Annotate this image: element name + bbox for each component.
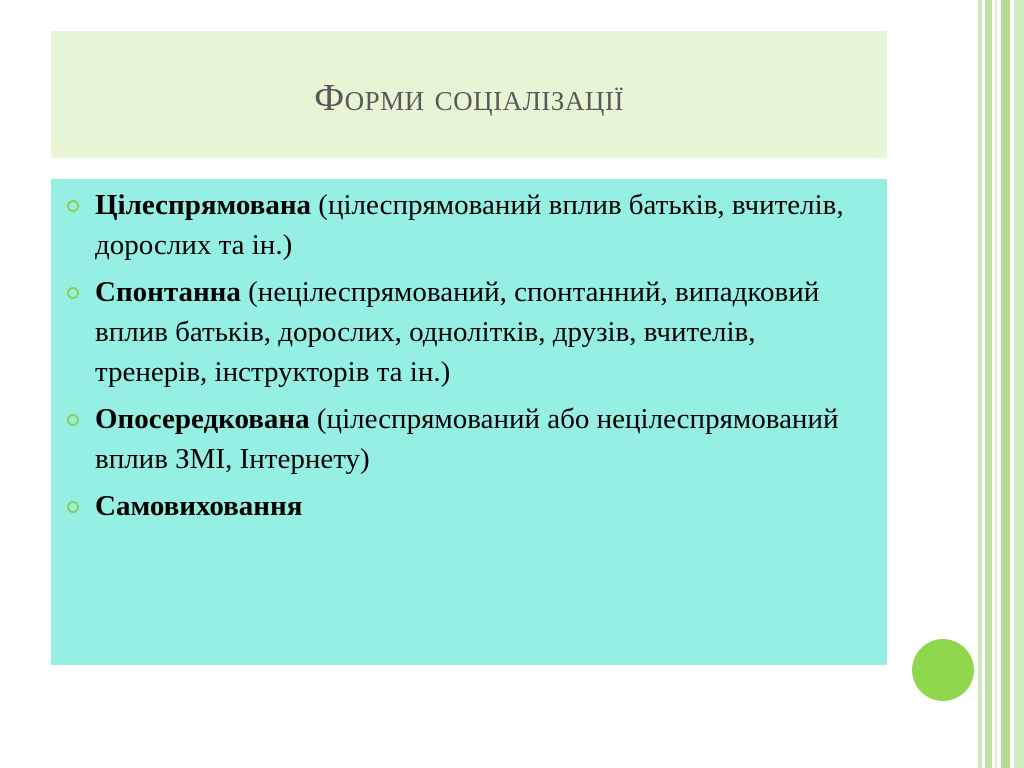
decorative-stripe — [1014, 0, 1024, 768]
ring-bullet-icon — [67, 287, 79, 299]
item-term: Цілеспрямована — [95, 189, 312, 221]
item-term: Опосередкована — [95, 403, 310, 435]
item-description: (цілеспрямований або нецілеспрямований вплив ЗМІ, Інтернету) — [95, 403, 839, 475]
item-term: Спонтанна — [95, 276, 241, 308]
decorative-stripe — [978, 0, 982, 768]
green-circle-decoration — [912, 639, 974, 701]
list-item — [67, 399, 867, 479]
decorative-stripe — [1001, 0, 1010, 768]
title-box — [51, 31, 887, 158]
list-item — [67, 272, 867, 392]
content-box — [51, 179, 887, 665]
ring-bullet-icon — [67, 414, 79, 426]
list-item — [67, 185, 867, 265]
item-description: (нецілеспрямований, спонтанний, випадковий вплив батьків, дорослих, однолітків, друзів, вчителів, тренерів, інструкторів та ін.) — [95, 276, 820, 388]
slide-title: Форми соціалізації — [314, 77, 624, 119]
list-item — [67, 486, 867, 526]
decorative-stripe — [995, 0, 997, 768]
item-term: Самовиховання — [95, 490, 303, 522]
ring-bullet-icon — [67, 200, 79, 212]
decorative-stripe — [985, 0, 992, 768]
item-description: (цілеспрямований вплив батьків, вчителів, дорослих та ін.) — [95, 189, 844, 261]
ring-bullet-icon — [67, 501, 79, 513]
bullet-list — [67, 185, 867, 533]
